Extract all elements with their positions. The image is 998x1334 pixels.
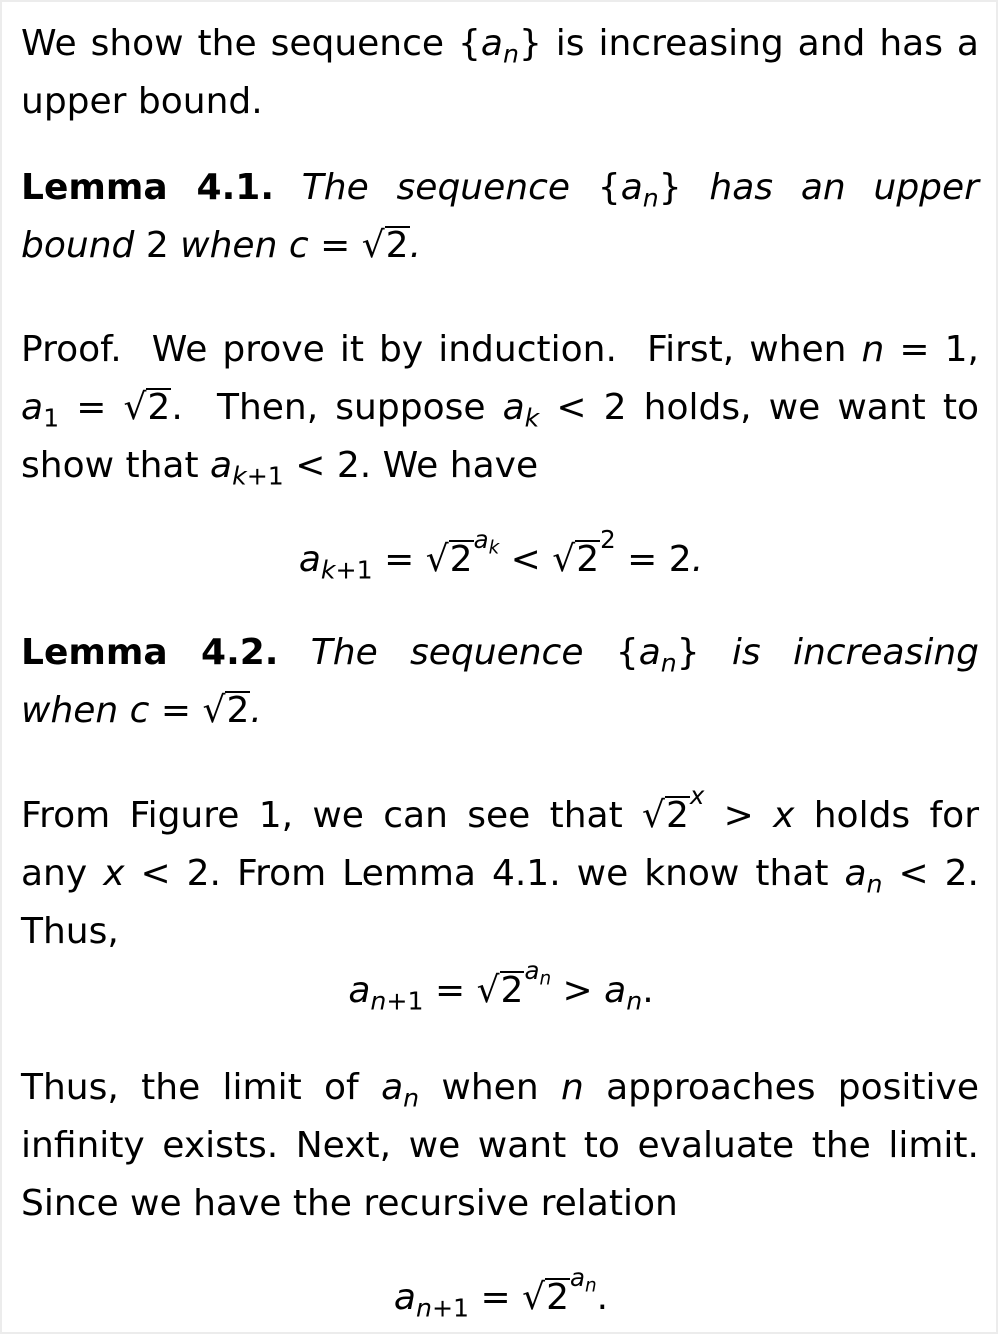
lemma-4-1-label: Lemma 4.1. xyxy=(21,167,274,208)
lemma-4-2-line-2: when c = √2. xyxy=(21,690,262,731)
para2-line-2: any x < 2. From Lemma 4.1. we know that $a_n < 2$. xyxy=(21,853,980,899)
lemma-4-1-line-1: Lemma 4.1. The sequence $\{a_n\}$ has an upper xyxy=(21,167,979,213)
proof-label: Proof. xyxy=(21,329,122,370)
lemma-4-2-label: Lemma 4.2. xyxy=(21,632,279,673)
intro-line-1: We show the sequence $\{a_n\}$ is increasing and has a xyxy=(21,23,979,69)
para3-line-1: Thus, the limit of $a_n$ when n approaches positive xyxy=(21,1067,979,1113)
equation-3: $a_{n+1} = √2^{a_n}$. xyxy=(393,1262,609,1323)
proof-line-1: Proof. We prove it by induction. First, when n = 1, xyxy=(21,329,979,370)
proof-line-3: show that $a_{k+1} < 2$. We have xyxy=(21,445,539,491)
proof-line-2: $a_1 = √2$. Then, suppose $a_k < 2$ holds, we want to xyxy=(21,387,980,433)
lemma-4-2-line-1: Lemma 4.2. The sequence $\{a_n\}$ is increasing xyxy=(21,632,979,678)
equation-1: $a_{k+1} = √2^{a_k} < √2^2 = 2$. xyxy=(298,524,704,585)
para2-line-3: Thus, xyxy=(21,911,119,952)
para3-line-2: infinity exists. Next, we want to evaluate the limit. xyxy=(21,1125,979,1166)
equation-2: $a_{n+1} = √2^{a_n} > a_n$. xyxy=(348,955,654,1016)
lemma-4-1-line-2: bound 2 when c = √2. xyxy=(21,225,422,266)
para3-line-3: Since we have the recursive relation xyxy=(21,1183,678,1224)
intro-line-2: upper bound. xyxy=(21,81,263,122)
para2-line-1: From Figure 1, we can see that $√2^x > x$ holds for xyxy=(21,780,979,836)
